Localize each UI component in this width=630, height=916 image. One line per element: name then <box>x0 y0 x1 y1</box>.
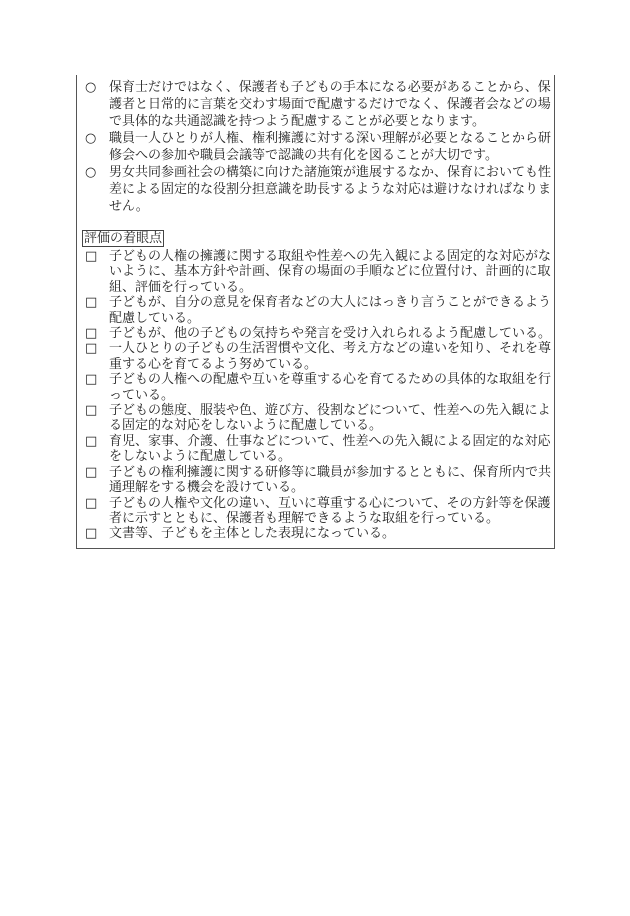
checklist-item <box>85 372 551 403</box>
notes-list <box>85 79 551 215</box>
checkbox-icon[interactable]: □ <box>85 341 98 357</box>
evaluation-checklist <box>85 249 551 542</box>
checklist-text: 子どもが、自分の意見を保育者などの大人にはっきり言うことができるよう配慮している。 <box>109 295 552 326</box>
list-item <box>85 130 551 164</box>
checklist-item <box>85 465 551 496</box>
checklist-item <box>85 434 551 465</box>
checklist-text: 子どもの人権の擁護に関する取組や性差への先入観による固定的な対応がないように、基本方針や計画、保育の場面の手順などに位置付け、計画的に取組、評価を行っている。 <box>109 249 552 295</box>
checklist-item <box>85 326 551 341</box>
checkbox-icon[interactable]: □ <box>85 433 98 449</box>
checkbox-icon[interactable]: □ <box>85 464 98 480</box>
evaluation-heading-row <box>82 227 554 247</box>
checklist-text: 子どもの人権への配慮や互いを尊重する心を育てるための具体的な取組を行っている。 <box>109 372 552 403</box>
checklist-item <box>85 526 551 541</box>
list-item <box>85 79 551 130</box>
checkbox-icon[interactable]: □ <box>85 403 98 419</box>
note-text: 職員一人ひとりが人権、権利擁護に対する深い理解が必要となることから研修会への参加や職員会議等で認識の共有化を図ることが大切です。 <box>109 131 552 163</box>
checklist-item <box>85 249 551 295</box>
circle-bullet-icon: ○ <box>85 80 97 95</box>
circle-bullet-icon: ○ <box>85 131 97 146</box>
checkbox-icon[interactable]: □ <box>85 326 98 342</box>
checkbox-icon[interactable]: □ <box>85 249 98 264</box>
checkbox-icon[interactable]: □ <box>85 495 98 511</box>
circle-bullet-icon: ○ <box>85 165 97 180</box>
checklist-item <box>85 295 551 326</box>
list-item <box>85 164 551 215</box>
checklist-text: 一人ひとりの子どもの生活習慣や文化、考え方などの違いを知り、それを尊重する心を育てるよう努めている。 <box>109 341 552 372</box>
checklist-text: 育児、家事、介護、仕事などについて、性差への先入観による固定的な対応をしないように配慮している。 <box>109 433 551 465</box>
checklist-text: 子どもが、他の子どもの気持ちや発言を受け入れられるよう配慮している。 <box>109 326 552 342</box>
checklist-item <box>85 341 551 372</box>
checkbox-icon[interactable]: □ <box>85 526 98 542</box>
checklist-text: 子どもの権利擁護に関する研修等に職員が参加するとともに、保育所内で共通理解をする機会を設けている。 <box>109 464 552 496</box>
checkbox-icon[interactable]: □ <box>85 295 98 311</box>
evaluation-heading: 評価の着眼点 <box>84 231 163 246</box>
document-box <box>76 75 555 549</box>
checklist-text: 子どもの態度、服装や色、遊び方、役割などについて、性差への先入観による固定的な対応をしないように配慮している。 <box>109 403 551 434</box>
checkbox-icon[interactable]: □ <box>85 372 98 388</box>
checklist-text: 文書等、子どもを主体とした表現になっている。 <box>109 526 396 542</box>
checklist-text: 子どもの人権や文化の違い、互いに尊重する心について、その方針等を保護者に示すとともに、保護者も理解できるような取組を行っている。 <box>109 495 551 526</box>
note-text: 男女共同参画社会の構築に向けた諸施策が進展するなか、保育においても性差による固定的な役割分担意識を助長するような対応は避けなければなりません。 <box>109 165 552 214</box>
note-text: 保育士だけではなく、保護者も子どもの手本になる必要があることから、保護者と日常的に言葉を交わす場面で配慮するだけでなく、保護者会などの場で具体的な共通認識を持つよう配慮することが必要となります。 <box>109 80 551 129</box>
checklist-item <box>85 496 551 527</box>
checklist-item <box>85 403 551 434</box>
